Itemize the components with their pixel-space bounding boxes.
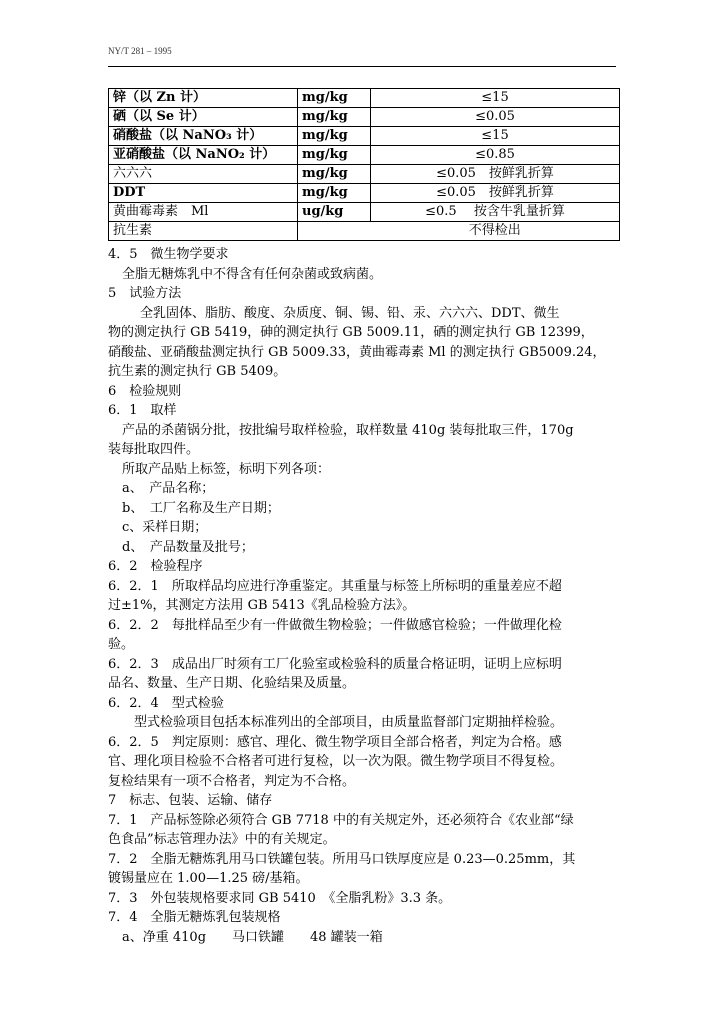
table-cell-unit: mg/kg <box>298 165 371 184</box>
section-heading: 5 试验方法 <box>108 286 182 301</box>
standard-code: NY/T 281 – 1995 <box>108 46 172 56</box>
table-cell-value: ≤0.05 按鲜乳折算 <box>371 184 620 203</box>
paragraph-line: 验。 <box>108 637 135 652</box>
paragraph-line: 抗生素的测定执行 GB 5409。 <box>108 364 287 379</box>
paragraph-line: 型式检验项目包括本标准列出的全部项目，由质量监督部门定期抽样检验。 <box>134 715 564 730</box>
list-item: b、 工厂名称及生产日期； <box>122 500 280 516</box>
table-cell-value: ≤0.85 <box>371 146 620 165</box>
table-cell-item: 黄曲霉毒素 Ml <box>109 203 298 222</box>
page-header <box>108 46 616 56</box>
table-cell-item: 硝酸盐（以 NaNO₃ 计） <box>109 127 298 146</box>
table-cell-value: ≤15 <box>371 89 620 108</box>
table-cell-unit: mg/kg <box>298 127 371 146</box>
table-cell-unit: mg/kg <box>298 108 371 127</box>
paragraph-line: 7．3 外包装规格要求同 GB 5410 《全脂乳粉》3.3 条。 <box>108 890 452 906</box>
paragraph-line: 过±1%，其测定方法用 GB 5413《乳品检验方法》。 <box>108 598 416 613</box>
section-heading: 6．2 检验程序 <box>108 559 203 574</box>
paragraph-line: 全脂无糖炼乳中不得含有任何杂菌或致病菌。 <box>122 266 383 282</box>
list-item: d、 产品数量及批号； <box>122 539 254 555</box>
paragraph-line: 色食品”标志管理办法》中的有关规定。 <box>108 832 336 847</box>
paragraph-line: 物的测定执行 GB 5419，砷的测定执行 GB 5009.11，硒的测定执行 GB 12399， <box>108 325 594 340</box>
table-cell-unit: mg/kg <box>298 184 371 203</box>
paragraph-line: 7．1 产品标签除必须符合 GB 7718 中的有关规定外，还必须符合《农业部“绿 <box>108 812 574 828</box>
table-cell-value: 不得检出 <box>371 222 620 241</box>
paragraph-line: 装每批取四件。 <box>108 442 200 457</box>
paragraph-line: 6．2．5 判定原则：感官、理化、微生物学项目全部合格者，判定为合格。感 <box>108 734 562 750</box>
list-item: a、 产品名称； <box>122 481 215 496</box>
table-cell-value: ≤0.5 按含牛乳量折算 <box>371 203 620 222</box>
table-cell-item: 锌（以 Zn 计） <box>109 89 298 108</box>
list-item: c、采样日期； <box>122 520 208 535</box>
table-row <box>109 165 620 184</box>
paragraph-line: 6．2．2 每批样品至少有一件做微生物检验；一件做感官检验；一件做理化检 <box>108 617 562 633</box>
table-cell-unit: ug/kg <box>298 203 371 222</box>
table-cell-unit <box>298 222 371 241</box>
table-row <box>109 108 620 127</box>
table-cell-item: 硒（以 Se 计） <box>109 108 298 127</box>
table-cell-item: 亚硝酸盐（以 NaNO₂ 计） <box>109 146 298 165</box>
table-row <box>109 203 620 222</box>
paragraph-line: 官、理化项目检验不合格者可进行复检，以一次为限。微生物学项目不得复检。 <box>108 754 564 769</box>
paragraph-line: 7．2 全脂无糖炼乳用马口铁罐包装。所用马口铁厚度应是 0.23—0.25mm，其 <box>108 851 576 867</box>
section-heading: 4．5 微生物学要求 <box>108 247 229 262</box>
section-heading: 7．4 全脂无糖炼乳包装规格 <box>108 910 281 925</box>
paragraph-line: 产品的杀菌锅分批，按批编号取样检验，取样数量 410g 装每批取三件，170g <box>122 422 574 438</box>
table-row <box>109 146 620 165</box>
list-item: a、净重 410g 马口铁罐 48 罐装一箱 <box>122 929 383 945</box>
paragraph-line: 全乳固体、脂肪、酸度、杂质度、铜、锡、铅、汞、六六六、DDT、微生 <box>140 305 560 321</box>
section-heading: 7 标志、包装、运输、储存 <box>108 793 273 808</box>
table-cell-value: ≤0.05 按鲜乳折算 <box>371 165 620 184</box>
header-rule <box>108 66 616 67</box>
table-cell-item: DDT <box>109 184 298 203</box>
paragraph-line: 硝酸盐、亚硝酸盐测定执行 GB 5009.33，黄曲霉毒素 Ml 的测定执行 GB5009.24， <box>108 344 606 360</box>
table-cell-unit: mg/kg <box>298 146 371 165</box>
section-heading: 6．2．4 型式检验 <box>108 695 224 711</box>
section-heading: 6 检验规则 <box>108 383 182 399</box>
paragraph-line: 镀锡量应在 1.00—1.25 磅/基箱。 <box>108 871 309 886</box>
paragraph-line: 品名、数量、生产日期、化验结果及质量。 <box>108 676 356 691</box>
paragraph-line: 所取产品贴上标签，标明下列各项： <box>122 461 331 477</box>
table-cell-unit: mg/kg <box>298 89 371 108</box>
section-heading: 6．1 取样 <box>108 403 177 418</box>
paragraph-line: 6．2．3 成品出厂时须有工厂化验室或检验科的质量合格证明，证明上应标明 <box>108 656 562 672</box>
table-row <box>109 222 620 241</box>
document-body <box>108 245 620 947</box>
paragraph-line: 6．2．1 所取样品均应进行净重鉴定。其重量与标签上所标明的重量差应不超 <box>108 578 562 594</box>
table-cell-value: ≤15 <box>371 127 620 146</box>
paragraph-line: 复检结果有一项不合格者，判定为不合格。 <box>108 773 356 789</box>
table-cell-item: 抗生素 <box>109 222 298 241</box>
table-row <box>109 184 620 203</box>
table-cell-item: 六六六 <box>109 165 298 184</box>
table-row <box>109 127 620 146</box>
limits-table <box>108 88 620 241</box>
table-cell-value: ≤0.05 <box>371 108 620 127</box>
table-row <box>109 89 620 108</box>
